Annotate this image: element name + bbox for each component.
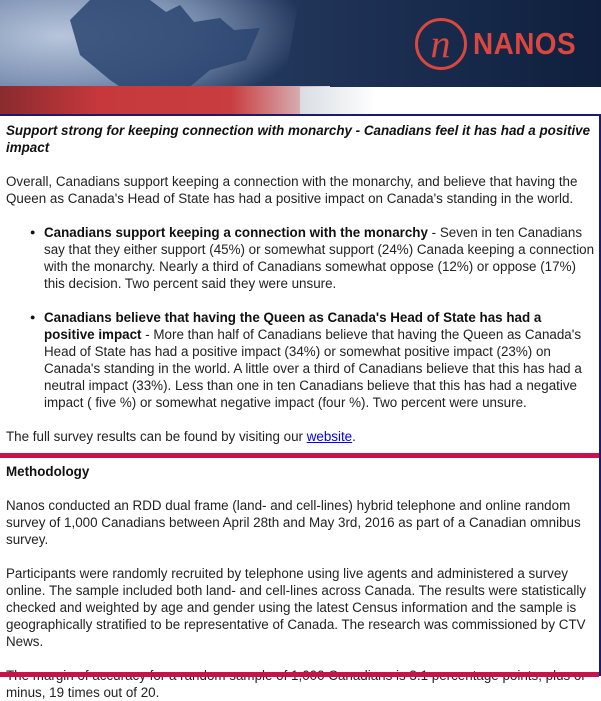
methodology-section: [0, 480, 599, 701]
banner-white-band: [300, 87, 601, 114]
nanos-n-icon: [415, 18, 467, 70]
nanos-logo: [415, 18, 587, 70]
content-frame: [0, 114, 601, 700]
methodology-title: Methodology: [6, 464, 90, 479]
methodology-paragraph: Nanos conducted an RDD dual frame (land- and cell-lines) hybrid telephone and online random survey of 1,000 Canadians between April 28th and May 3rd, 2016 as part of a Canadian omnibus survey.: [6, 498, 581, 547]
finding-item: [44, 224, 595, 292]
finding-text: - More than half of Canadians believe that having the Queen as Canada's Head of State has had a positive impact (34%) or somewhat positive impact (23%) on Canada's standing in the world. A little over a third of Canadians believe that this has had a neutral impact (33%). Less than one in ten Canadians believe that this has had a negative impact ( five %) or somewhat negative impact (four %). Two percent were unsure.: [44, 327, 582, 410]
summary-section: [0, 116, 599, 445]
headline: Support strong for keeping connection with monarchy - Canadians feel it has had a positive impact: [6, 123, 591, 155]
flag-red-band: [0, 86, 330, 114]
methodology-paragraph: Participants were randomly recruited by telephone using live agents and administered a survey online. The sample included both land- and cell-lines across Canada. The results were statistically checked and weighted by age and gender using the latest Census information and the sample is geographically stratified to be representative of Canada. The research was commissioned by CTV News.: [6, 566, 587, 649]
finding-text: - Seven in ten Canadians say that they either support (45%) or somewhat support (24%) Canada keeping a connection with the monarchy. Nearly a third of Canadians somewhat oppose (12%) or oppose (17%) this decision. Two percent said they were unsure.: [44, 225, 595, 291]
header-banner: [0, 0, 601, 114]
finding-title: Canadians support keeping a connection with the monarchy: [44, 225, 428, 240]
finding-item: [44, 309, 595, 411]
findings-list: [6, 224, 595, 411]
brand-name: NANOS: [472, 26, 576, 61]
finding-title: Canadians believe that having the Queen as Canada's Head of State has had a positive impact: [44, 310, 542, 342]
brand-mark: n: [430, 21, 451, 66]
methodology-paragraph: minus, 19 times out of 20.: [6, 685, 160, 700]
full-results-paragraph: The full survey results can be found by visiting our website.: [6, 429, 356, 444]
website-link[interactable]: website: [306, 429, 353, 444]
intro-paragraph: Overall, Canadians support keeping a connection with the monarchy, and believe that having the Queen as Canada's Head of State has had a positive impact on Canada's standing in the world.: [6, 174, 578, 206]
bottom-divider: [0, 672, 599, 677]
